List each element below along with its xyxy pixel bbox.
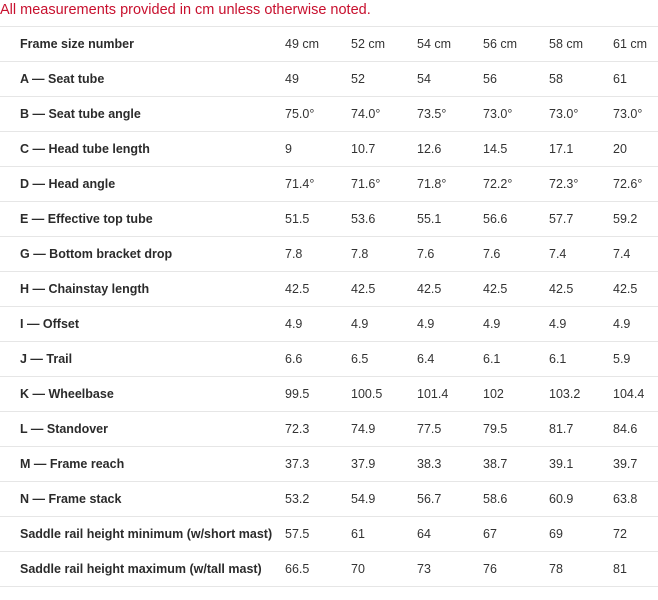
table-row — [0, 447, 658, 482]
row-label: M — Frame reach — [0, 447, 285, 482]
table-cell: 73.0° — [613, 97, 658, 132]
table-row — [0, 307, 658, 342]
table-cell: 4.9 — [549, 307, 613, 342]
table-cell: 4.9 — [417, 307, 483, 342]
table-cell: 74.0° — [351, 97, 417, 132]
table-cell: 58 — [549, 62, 613, 97]
table-cell: 73.0° — [483, 97, 549, 132]
row-label: Saddle rail height maximum (w/tall mast) — [0, 552, 285, 587]
table-cell: 101.4 — [417, 377, 483, 412]
table-cell: 84.6 — [613, 412, 658, 447]
table-cell: 102 — [483, 377, 549, 412]
table-cell: 4.9 — [285, 307, 351, 342]
table-cell: 58 cm — [549, 27, 613, 62]
table-row — [0, 272, 658, 307]
table-cell: 5.9 — [613, 342, 658, 377]
table-cell: 69 — [549, 517, 613, 552]
table-cell: 20 — [613, 132, 658, 167]
table-cell: 6.5 — [351, 342, 417, 377]
table-cell: 39.7 — [613, 447, 658, 482]
table-cell: 71.8° — [417, 167, 483, 202]
table-cell: 54 — [417, 62, 483, 97]
table-cell: 7.6 — [417, 237, 483, 272]
table-cell: 99.5 — [285, 377, 351, 412]
table-cell: 14.5 — [483, 132, 549, 167]
table-cell: 6.4 — [417, 342, 483, 377]
table-cell: 6.1 — [549, 342, 613, 377]
table-cell: 77.5 — [417, 412, 483, 447]
table-cell: 42.5 — [417, 272, 483, 307]
table-cell: 61 — [613, 62, 658, 97]
table-cell: 51.5 — [285, 202, 351, 237]
table-cell: 49 cm — [285, 27, 351, 62]
table-cell: 49 — [285, 62, 351, 97]
table-row — [0, 377, 658, 412]
table-cell: 56 — [483, 62, 549, 97]
measurement-note: All measurements provided in cm unless otherwise noted. — [0, 2, 371, 18]
table-cell: 79.5 — [483, 412, 549, 447]
row-label: K — Wheelbase — [0, 377, 285, 412]
table-cell: 42.5 — [285, 272, 351, 307]
row-label: Frame size number — [0, 27, 285, 62]
row-label: I — Offset — [0, 307, 285, 342]
row-label: D — Head angle — [0, 167, 285, 202]
table-cell: 76 — [483, 552, 549, 587]
table-row — [0, 132, 658, 167]
table-cell: 10.7 — [351, 132, 417, 167]
table-cell: 66.5 — [285, 552, 351, 587]
table-row — [0, 237, 658, 272]
row-label: A — Seat tube — [0, 62, 285, 97]
table-cell: 9 — [285, 132, 351, 167]
table-cell: 72.6° — [613, 167, 658, 202]
table-cell: 37.9 — [351, 447, 417, 482]
table-cell: 54.9 — [351, 482, 417, 517]
table-cell: 42.5 — [351, 272, 417, 307]
table-row — [0, 412, 658, 447]
table-row — [0, 167, 658, 202]
row-label: L — Standover — [0, 412, 285, 447]
table-cell: 103.2 — [549, 377, 613, 412]
table-cell: 39.1 — [549, 447, 613, 482]
table-cell: 72 — [613, 517, 658, 552]
row-label: G — Bottom bracket drop — [0, 237, 285, 272]
table-row — [0, 517, 658, 552]
table-cell: 73 — [417, 552, 483, 587]
table-cell: 38.3 — [417, 447, 483, 482]
table-cell: 54 cm — [417, 27, 483, 62]
table-cell: 4.9 — [351, 307, 417, 342]
table-cell: 6.1 — [483, 342, 549, 377]
table-row — [0, 482, 658, 517]
table-row-frame-size — [0, 27, 658, 62]
table-cell: 7.8 — [285, 237, 351, 272]
table-cell: 7.8 — [351, 237, 417, 272]
table-cell: 7.4 — [549, 237, 613, 272]
table-cell: 52 — [351, 62, 417, 97]
table-cell: 67 — [483, 517, 549, 552]
table-cell: 81.7 — [549, 412, 613, 447]
table-cell: 72.3° — [549, 167, 613, 202]
table-cell: 57.7 — [549, 202, 613, 237]
table-cell: 100.5 — [351, 377, 417, 412]
table-cell: 58.6 — [483, 482, 549, 517]
table-cell: 53.6 — [351, 202, 417, 237]
row-label: J — Trail — [0, 342, 285, 377]
table-row — [0, 342, 658, 377]
table-cell: 7.4 — [613, 237, 658, 272]
table-cell: 71.4° — [285, 167, 351, 202]
row-label: Saddle rail height minimum (w/short mast) — [0, 517, 285, 552]
table-cell: 104.4 — [613, 377, 658, 412]
table-cell: 38.7 — [483, 447, 549, 482]
row-label: B — Seat tube angle — [0, 97, 285, 132]
table-cell: 42.5 — [483, 272, 549, 307]
table-cell: 37.3 — [285, 447, 351, 482]
table-cell: 74.9 — [351, 412, 417, 447]
table-cell: 71.6° — [351, 167, 417, 202]
table-cell: 73.0° — [549, 97, 613, 132]
table-row — [0, 552, 658, 587]
table-cell: 17.1 — [549, 132, 613, 167]
table-cell: 52 cm — [351, 27, 417, 62]
table-row — [0, 202, 658, 237]
table-cell: 59.2 — [613, 202, 658, 237]
table-cell: 61 — [351, 517, 417, 552]
table-cell: 64 — [417, 517, 483, 552]
table-cell: 55.1 — [417, 202, 483, 237]
table-cell: 6.6 — [285, 342, 351, 377]
table-cell: 42.5 — [549, 272, 613, 307]
table-cell: 61 cm — [613, 27, 658, 62]
table-row — [0, 62, 658, 97]
table-cell: 56.6 — [483, 202, 549, 237]
row-label: H — Chainstay length — [0, 272, 285, 307]
table-cell: 78 — [549, 552, 613, 587]
table-cell: 63.8 — [613, 482, 658, 517]
table-row — [0, 97, 658, 132]
table-cell: 53.2 — [285, 482, 351, 517]
table-cell: 12.6 — [417, 132, 483, 167]
table-cell: 4.9 — [483, 307, 549, 342]
table-cell: 57.5 — [285, 517, 351, 552]
table-cell: 72.3 — [285, 412, 351, 447]
table-cell: 72.2° — [483, 167, 549, 202]
row-label: E — Effective top tube — [0, 202, 285, 237]
table-cell: 56 cm — [483, 27, 549, 62]
row-label: N — Frame stack — [0, 482, 285, 517]
table-cell: 60.9 — [549, 482, 613, 517]
table-cell: 4.9 — [613, 307, 658, 342]
table-cell: 81 — [613, 552, 658, 587]
table-cell: 70 — [351, 552, 417, 587]
table-cell: 7.6 — [483, 237, 549, 272]
table-cell: 56.7 — [417, 482, 483, 517]
geometry-table — [0, 26, 658, 587]
table-cell: 73.5° — [417, 97, 483, 132]
row-label: C — Head tube length — [0, 132, 285, 167]
table-cell: 42.5 — [613, 272, 658, 307]
table-cell: 75.0° — [285, 97, 351, 132]
geometry-table-body — [0, 27, 658, 587]
